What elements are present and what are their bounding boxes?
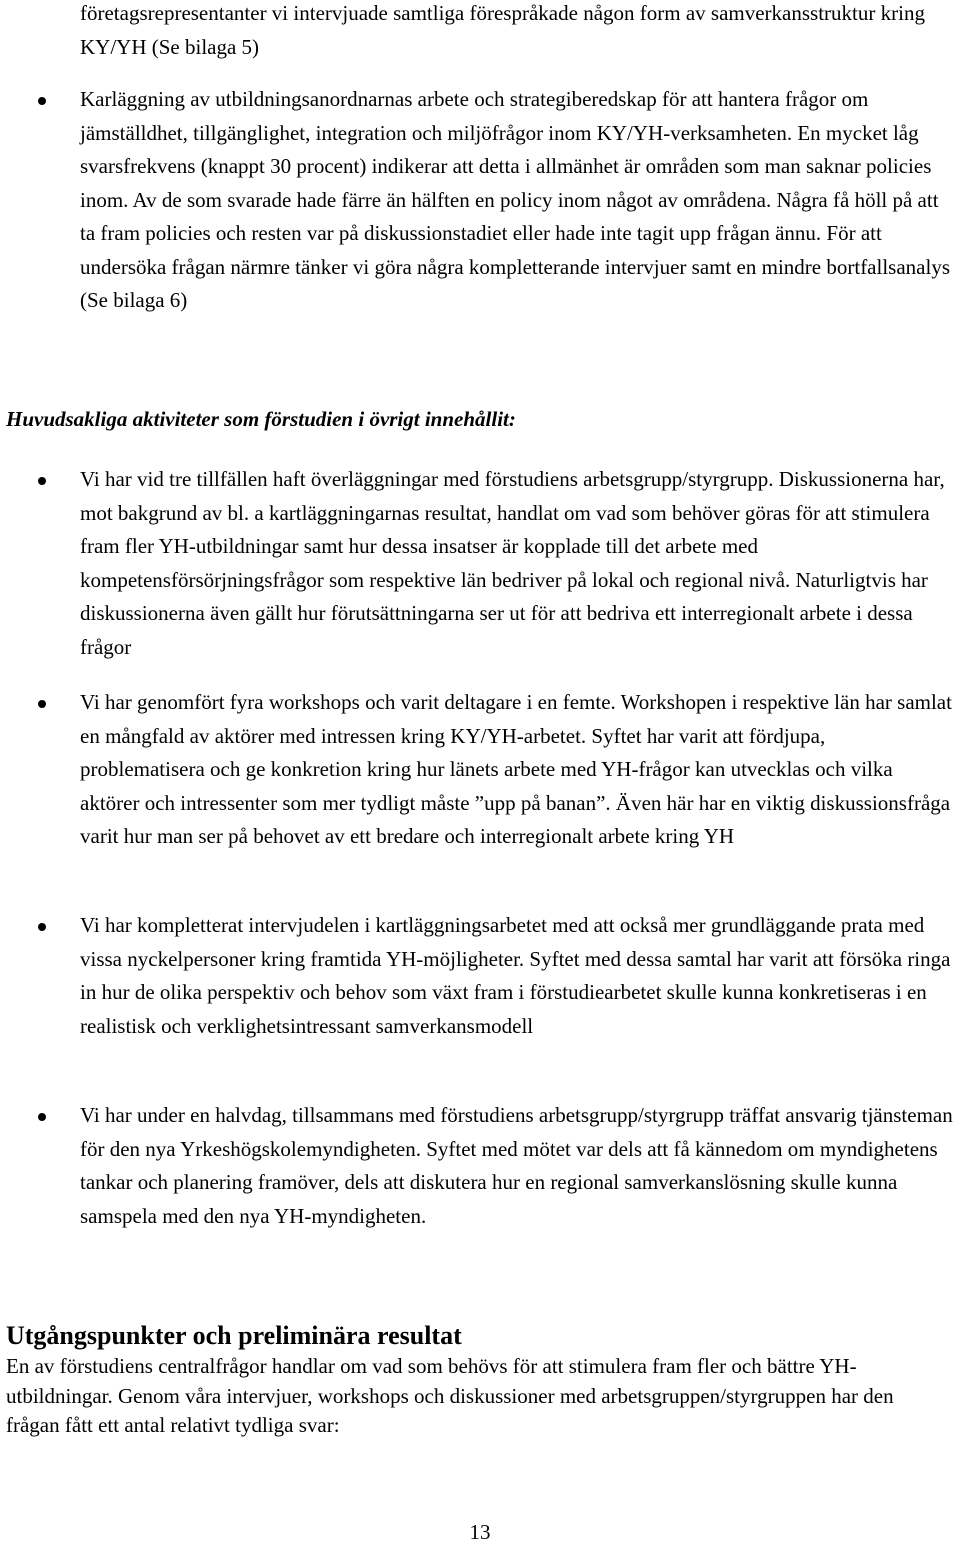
- bullet-icon: [38, 477, 46, 485]
- bullet-icon: [38, 97, 46, 105]
- list-item-text: Vi har vid tre tillfällen haft överläggningar med förstudiens arbetsgrupp/styrgrupp. Diskussionerna har, mot bakgrund av bl. a kartläggningarnas resultat, handlat om vad som behöver göras för att stimulera fram fler YH-utbildningar samt hur dessa insatser är kopplade till det arbete med kompetensförsörjningsfrågor som respektive län bedriver på lokal och regional nivå. Naturligtvis har diskussionerna även gällt hur förutsättningarna ser ut för att bedriva ett interregionalt arbete i dessa frågor: [80, 467, 945, 659]
- list-item-text: Vi har kompletterat intervjudelen i kartläggningsarbetet med att också mer grundläggande prata med vissa nyckelpersoner kring framtida YH-möjligheter. Syftet med dessa samtal har varit att försöka ringa in hur de olika perspektiv och behov som växt fram i förstudiearbetet skulle kunna konkretiseras i en realistisk och verklighetsintressant samverkansmodell: [80, 913, 951, 1038]
- section-title: Utgångspunkter och preliminära resultat: [6, 1321, 462, 1350]
- section-body: En av förstudiens centralfrågor handlar om vad som behövs för att stimulera fram fler och bättre YH-utbildningar. Genom våra intervjuer, workshops och diskussioner med arbetsgruppen/styrgruppen har den frågan fått ett antal relativt tydliga svar:: [6, 1354, 894, 1437]
- page-number: 13: [469, 1520, 491, 1544]
- continuation-paragraph: företagsrepresentanter vi intervjuade samtliga förespråkade någon form av samverkansstruktur kring KY/YH (Se bilaga 5): [80, 1, 925, 59]
- list-item-text: Vi har genomfört fyra workshops och varit deltagare i en femte. Workshopen i respektive län har samlat en mångfald av aktörer med intressen kring KY/YH-arbetet. Syftet har varit att fördjupa, problematisera och ge konkretion kring hur länets arbete med YH-frågor kan utvecklas och vilka aktörer och intressenter som mer tydligt måste ”upp på banan”. Även här har en viktig diskussionsfråga varit hur man ser på behovet av ett bredare och interregionalt arbete kring YH: [80, 690, 952, 848]
- list-item-text: Vi har under en halvdag, tillsammans med förstudiens arbetsgrupp/styrgrupp träffat ansvarig tjänsteman för den nya Yrkeshögskolemyndigheten. Syftet med mötet var dels att få kännedom om myndighetens tankar och planering framöver, dels att diskutera hur en regional samverkanslösning skulle kunna samspela med den nya YH-myndigheten.: [80, 1103, 953, 1228]
- list-item-text: Karläggning av utbildningsanordnarnas arbete och strategiberedskap för att hantera frågor om jämställdhet, tillgänglighet, integration och miljöfrågor inom KY/YH-verksamheten. En mycket låg svarsfrekvens (knappt 30 procent) indikerar att detta i allmänhet är områden som man saknar policies inom. Av de som svarade hade färre än hälften en policy inom något av områdena. Några få höll på att ta fram policies och resten var på diskussionstadiet eller hade inte tagit upp frågan ännu. För att undersöka frågan närmre tänker vi göra några kompletterande intervjuer samt en mindre bortfallsanalys (Se bilaga 6): [80, 87, 950, 312]
- bullet-icon: [38, 1113, 46, 1121]
- activities-subheading: Huvudsakliga aktiviteter som förstudien i övrigt innehållit:: [6, 407, 516, 431]
- bullet-icon: [38, 700, 46, 708]
- bullet-icon: [38, 923, 46, 931]
